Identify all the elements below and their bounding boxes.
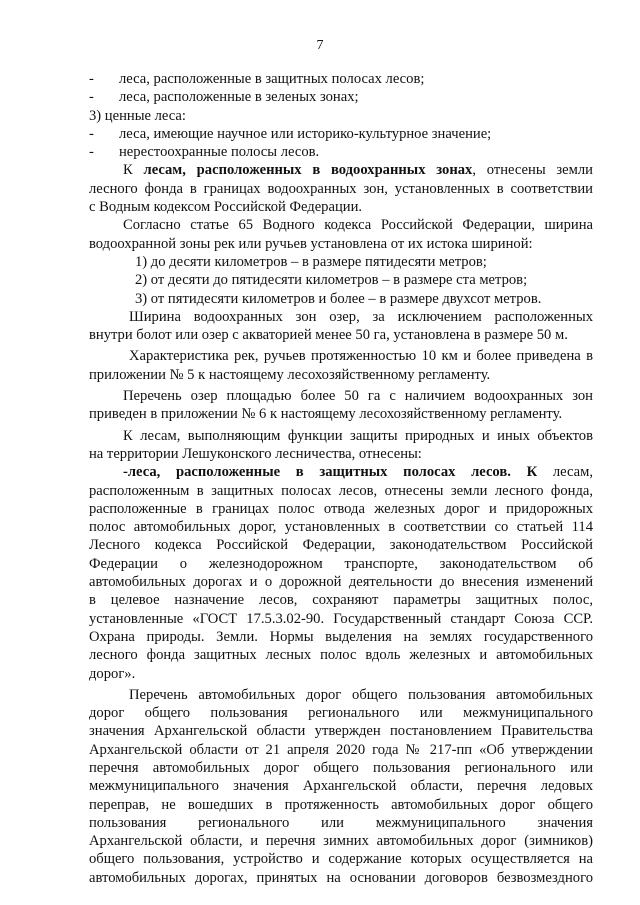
paragraph-line: приведен в приложении № 6 к настоящему лесохозяйственному регламенту. [89,406,563,423]
dash-marker: - [89,125,94,142]
paragraph-line: полос автомобильных дорог, установленных в соответствии со статьей 114 [89,519,593,536]
bold-term: лесам, расположенных в водоохранных зонах [143,162,473,179]
paragraph-line: Перечень озер площадью более 50 га с наличием водоохранных зон [123,388,593,405]
bold-term: -леса, расположенные в защитных полосах лесов. К [123,464,538,481]
paragraph-line: Лесного кодекса Российской Федерации, законодательством Российской [89,537,593,554]
paragraph-line: приложении № 5 к настоящему лесохозяйственному регламенту. [89,366,491,383]
paragraph-line: общего пользования, устройство и содержание которых осуществляется на [89,851,593,868]
list-item: - леса, расположенные в зеленых зонах; [89,89,359,106]
paragraph-line: К лесам, расположенных в водоохранных зонах, отнесены земли [123,162,593,179]
list-item: 1) до десяти километров – в размере пятидесяти метров; [135,253,487,270]
paragraph-line: внутри болот или озер с акваторией менее 50 га, установлена в размере 50 м. [89,327,568,344]
paragraph-line: переправ, не вошедших в протяженность автомобильных дорог общего [89,796,593,813]
paragraph-line: Федерации о железнодорожном транспорте, законодательством об [89,555,593,572]
dash-marker: - [89,144,94,161]
dash-marker: - [89,71,94,87]
paragraph-line: Архангельской области от 21 апреля 2020 года № 217-пп «Об утверждении [89,741,593,758]
list-item: 3) от пятидесяти километров и более – в размере двухсот метров. [135,290,542,307]
paragraph-line: автомобильных дорогах и о дорожной деятельности до внесения изменений [89,574,593,591]
paragraph-line: значения Архангельской области утвержден постановлением Правительства [89,723,593,740]
paragraph-line: в целевое назначение лесов, сохраняют параметры защитных полос, [89,592,593,609]
paragraph-line: пользования регионального или межмуниципального значения [89,814,593,831]
paragraph-line: Перечень автомобильных дорог общего пользования автомобильных [129,686,593,703]
paragraph-line: автомобильных дорогах, принятых на основании договоров безвозмездного [89,869,593,886]
list-item: 2) от десяти до пятидесяти километров – в размере ста метров; [135,272,528,289]
list-item: 3) ценные леса: [89,107,186,124]
paragraph-line: К лесам, выполняющим функции защиты природных и иных объектов [123,427,593,444]
paragraph-line: Архангельской области, и перечня зимних автомобильных дорог (зимников) [89,833,593,850]
paragraph-line: Согласно статье 65 Водного кодекса Российской Федерации, ширина [123,217,593,234]
paragraph-line: межмуниципального значения Архангельской области, перечня ледовых [89,778,593,795]
paragraph-line: Охрана природы. Земли. Нормы выделения на землях государственного [89,628,593,645]
dash-marker: - [89,89,94,106]
paragraph-line: -леса, расположенные в защитных полосах лесов. К лесам, [123,464,593,481]
list-item: - леса, расположенные в защитных полосах лесов; [89,71,425,87]
paragraph-line: лесного фонда защитных лесных полос вдоль железных и автомобильных [89,647,593,664]
paragraph-line: лесного фонда в границах водоохранных зон, установленных в соответствии [89,180,593,197]
document-body [89,70,593,887]
paragraph-line: установленные «ГОСТ 17.5.3.02-90. Государственный стандарт Союза ССР. [89,610,593,627]
paragraph-line: перечня автомобильных дорог общего пользования регионального или [89,759,593,776]
paragraph-line: расположенные в границах полос отвода железных дорог и придорожных [89,500,593,517]
paragraph-line: дорог общего пользования регионального или межмуниципального [89,705,593,722]
paragraph-line: Ширина водоохранных зон озер, за исключением расположенных [129,308,593,325]
list-item: - нерестоохранные полосы лесов. [89,144,320,161]
paragraph-line: на территории Лешуконского лесничества, отнесены: [89,445,422,462]
paragraph-line: дорог». [89,665,136,682]
paragraph-line: расположенным в защитных полосах лесов, отнесены земли лесного фонда, [89,482,593,499]
paragraph-line: водоохранной зоны рек или ручьев установлена от их истока шириной: [89,235,533,252]
paragraph-line: Характеристика рек, ручьев протяженностью 10 км и более приведена в [129,348,593,365]
page-number: 7 [316,38,324,53]
list-item: - леса, имеющие научное или историко-культурное значение; [89,125,492,142]
paragraph-line: с Водным кодексом Российской Федерации. [89,199,363,216]
